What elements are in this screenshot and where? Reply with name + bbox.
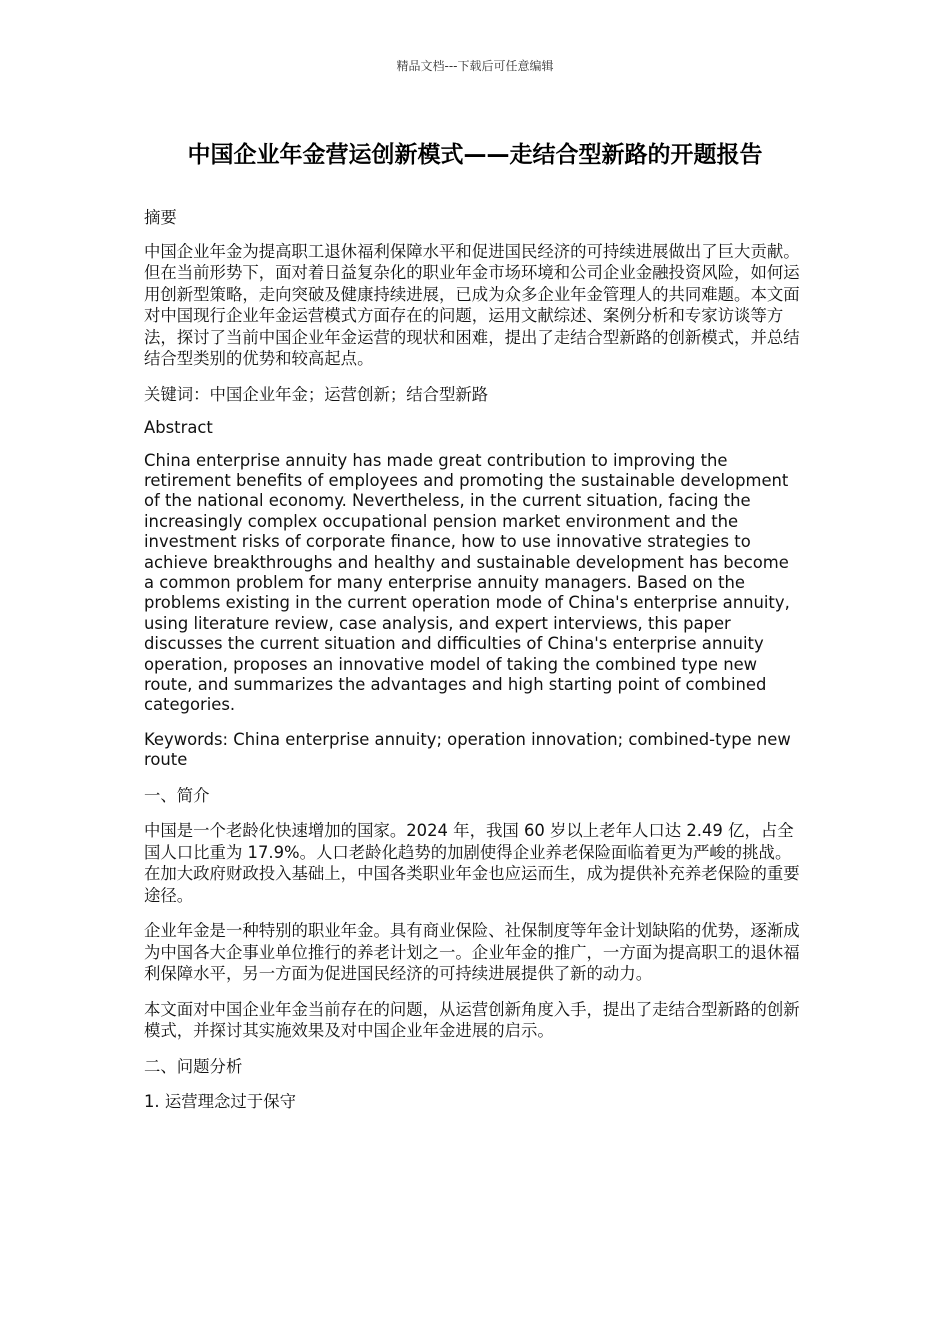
abstract-cn-body: 中国企业年金为提高职工退休福利保障水平和促进国民经济的可持续进展做出了巨大贡献。但在当前形势下，面对着日益复杂化的职业年金市场环境和公司企业金融投资风险，如何运用创新型策略，走向突破及健康持续进展，已成为众多企业年金管理人的共同难题。本文面对中国现行企业年金运营模式方面存在的问题，运用文献综述、案例分析和专家访谈等方法，探讨了当前中国企业年金运营的现状和困难，提出了走结合型新路的创新模式，并总结结合型类别的优势和较高起点。 <box>144 241 800 368</box>
header-note: 精品文档---下载后可任意编辑 <box>396 59 554 73</box>
section2-subheading: 1. 运营理念过于保守 <box>144 1092 296 1112</box>
section2-heading: 二、问题分析 <box>144 1056 243 1076</box>
document-title: 中国企业年金营运创新模式——走结合型新路的开题报告 <box>187 142 763 168</box>
abstract-en-heading: Abstract <box>144 418 213 437</box>
section1-paragraph: 企业年金是一种特别的职业年金。具有商业保险、社保制度等年金计划缺陷的优势，逐渐成为中国各大企事业单位推行的养老计划之一。企业年金的推广，一方面为提高职工的退休福利保障水平，另一方面为促进国民经济的可持续进展提供了新的动力。 <box>144 921 800 984</box>
section1-paragraph: 中国是一个老龄化快速增加的国家。2024 年，我国 60 岁以上老年人口达 2.49 亿，占全国人口比重为 17.9%。人口老龄化趋势的加剧使得企业养老保险面临着更为严峻的挑战。在加大政府财政投入基础上，中国各类职业年金也应运而生，成为提供补充养老保险的重要途径。 <box>144 821 800 905</box>
section1-paragraph: 本文面对中国企业年金当前存在的问题，从运营创新角度入手，提出了走结合型新路的创新模式，并探讨其实施效果及对中国企业年金进展的启示。 <box>144 999 800 1041</box>
abstract-en-keywords: Keywords: China enterprise annuity; operation innovation; combined-type new route <box>144 729 791 770</box>
abstract-en-body: China enterprise annuity has made great contribution to improving the retirement benefits of employees and promoting the sustainable development of the national economy. Nevertheless, in the current situation, facing the increasingly complex occupational pension market environment and the investment risks of corporate finance, how to use innovative strategies to achieve breakthroughs and healthy and sustainable development has become a common problem for many enterprise annuity managers. Based on the problems existing in the current operation mode of China's enterprise annuity, using literature review, case analysis, and expert interviews, this paper discusses the current situation and difficulties of China's enterprise annuity operation, proposes an innovative model of taking the combined type new route, and summarizes the advantages and high starting point of combined categories. <box>144 450 790 715</box>
abstract-cn-keywords: 关键词：中国企业年金；运营创新；结合型新路 <box>144 384 489 404</box>
section1-heading: 一、简介 <box>144 785 210 805</box>
abstract-cn-heading: 摘要 <box>144 208 177 227</box>
document-body <box>144 207 804 1127</box>
